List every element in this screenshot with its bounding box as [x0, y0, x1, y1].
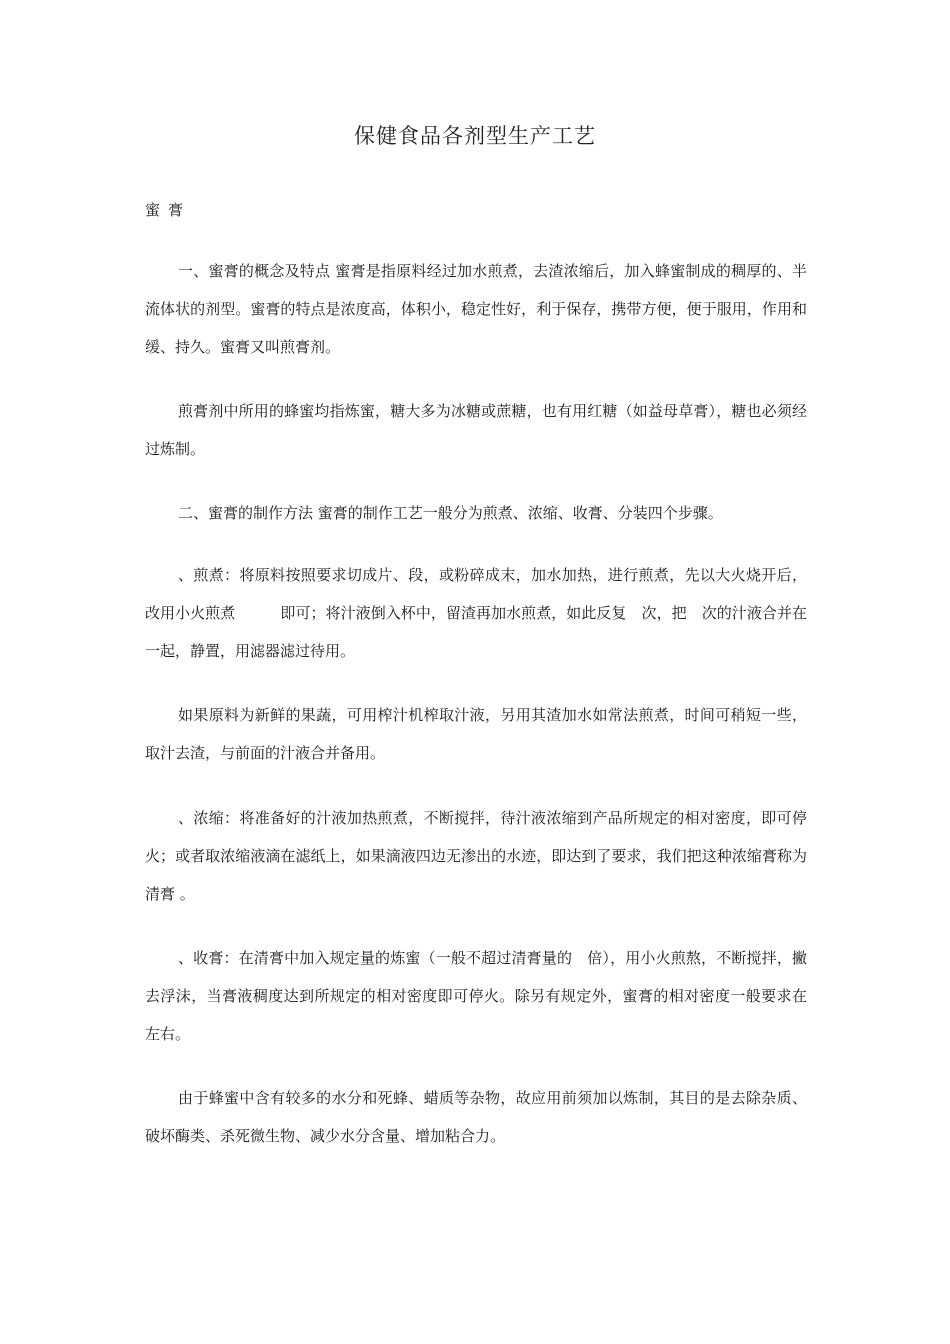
paragraph-honey-sugar: 煎膏剂中所用的蜂蜜均指炼蜜，糖大多为冰糖或蔗糖，也有用红糖（如益母草膏），糖也必须经过炼制。: [145, 402, 807, 458]
paragraph-concentration: 、浓缩：将准备好的汁液加热煎煮，不断搅拌，待汁液浓缩到产品所规定的相对密度，即可停火；或者取浓缩液滴在滤纸上，如果滴液四边无渗出的水迹，即达到了要求，我们把这种浓缩膏称为 清膏 。: [145, 809, 807, 903]
paragraph-decoction: 、煎煮：将原料按照要求切成片、段，或粉碎成末，加水加热，进行煎煮，先以大火烧开后，改用小火煎煮 即可；将汁液倒入杯中，留渣再加水煎煮，如此反复 次，把 次的汁液合并在一起，静置，用滤器滤过待用。: [145, 566, 807, 660]
document-title: 保健食品各剂型生产工艺: [354, 124, 596, 148]
section-heading: 蜜膏: [145, 201, 192, 219]
paragraph-collecting-paste: 、收膏：在清膏中加入规定量的炼蜜（一般不超过清膏量的 倍），用小火煎熬，不断搅拌，撇去浮沫，当膏液稠度达到所规定的相对密度即可停火。除另有规定外，蜜膏的相对密度一般要求在 左右。: [145, 949, 838, 1043]
paragraph-fresh-fruit: 如果原料为新鲜的果蔬，可用榨汁机榨取汁液，另用其渣加水如常法煎煮，时间可稍短一些，取汁去渣，与前面的汁液合并备用。: [145, 706, 807, 762]
paragraph-method: 二、蜜膏的制作方法 蜜膏的制作工艺一般分为煎煮、浓缩、收膏、分装四个步骤。: [178, 504, 723, 522]
paragraph-concept: 一、蜜膏的概念及特点 蜜膏是指原料经过加水煎煮，去渣浓缩后，加入蜂蜜制成的稠厚的、半流体状的剂型。蜜膏的特点是浓度高，体积小，稳定性好，利于保存，携带方便，便于服用，作用和缓、持久。蜜膏又叫煎膏剂。: [145, 262, 807, 356]
paragraph-honey-refining: 由于蜂蜜中含有较多的水分和死蜂、蜡质等杂物，故应用前须加以炼制，其目的是去除杂质、破坏酶类、杀死微生物、减少水分含量、增加粘合力。: [145, 1089, 807, 1145]
